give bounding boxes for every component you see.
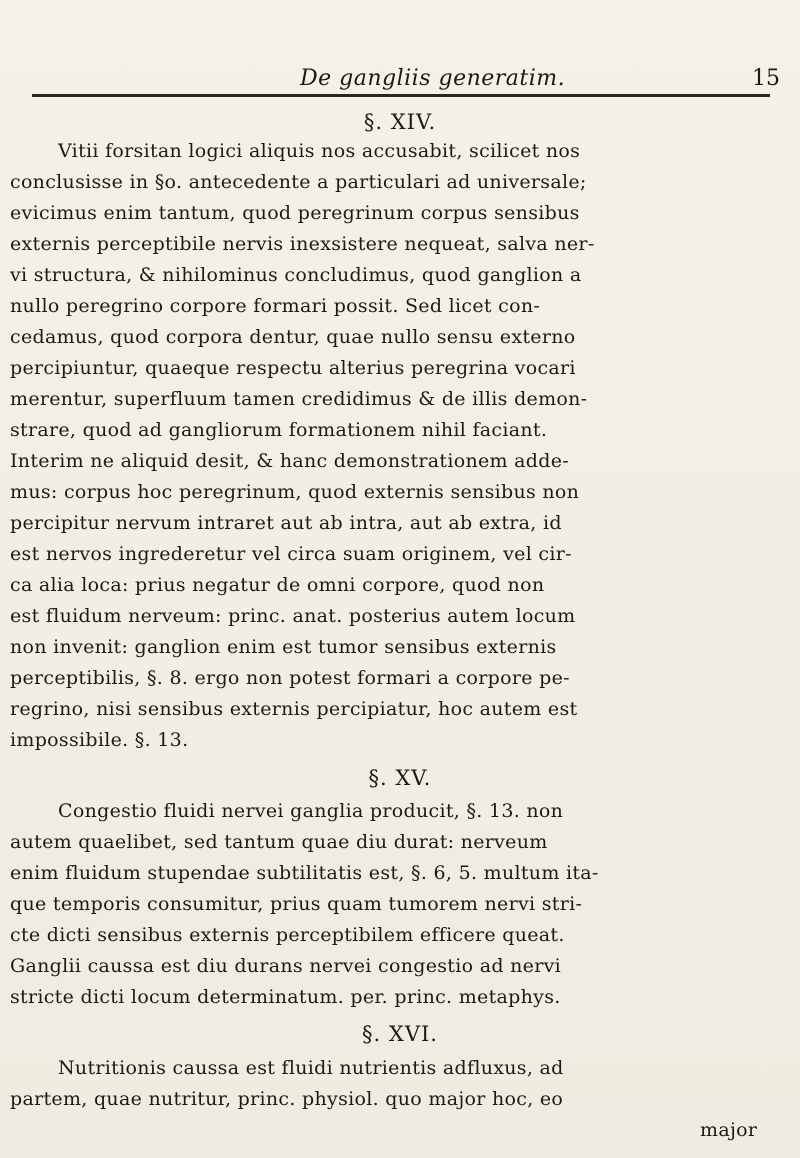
section-heading: §. XVI. <box>362 1022 438 1046</box>
text-line: enim fluidum stupendae subtilitatis est, §. 6, 5. multum ita- <box>10 862 599 884</box>
text-line: externis perceptibile nervis inexsistere nequeat, salva ner- <box>10 233 595 255</box>
text-line: impossibile. §. 13. <box>10 729 189 751</box>
text-line: est fluidum nerveum: princ. anat. posterius autem locum <box>10 605 576 627</box>
page-number: 15 <box>752 66 780 91</box>
text-line: autem quaelibet, sed tantum quae diu durat: nerveum <box>10 831 548 853</box>
text-line: evicimus enim tantum, quod peregrinum corpus sensibus <box>10 202 580 224</box>
text-line: cedamus, quod corpora dentur, quae nullo sensu externo <box>10 326 576 348</box>
text-line: Congestio fluidi nervei ganglia producit, §. 13. non <box>58 800 564 822</box>
text-line: merentur, superfluum tamen credidimus & de illis demon- <box>10 388 588 410</box>
text-line: conclusisse in §o. antecedente a particulari ad universale; <box>10 171 587 193</box>
text-line: mus: corpus hoc peregrinum, quod externis sensibus non <box>10 481 580 503</box>
text-line: partem, quae nutritur, princ. physiol. quo major hoc, eo <box>10 1088 564 1110</box>
text-line: est nervos ingrederetur vel circa suam originem, vel cir- <box>10 543 572 565</box>
running-title: De gangliis generatim. <box>300 66 566 91</box>
text-line: vi structura, & nihilominus concludimus, quod ganglion a <box>10 264 582 286</box>
text-line: que temporis consumitur, prius quam tumorem nervi stri- <box>10 893 583 915</box>
catchword: major <box>700 1119 758 1141</box>
section-heading: §. XIV. <box>363 110 437 134</box>
text-line: stricte dicti locum determinatum. per. princ. metaphys. <box>10 986 561 1008</box>
text-line: Interim ne aliquid desit, & hanc demonstrationem adde- <box>10 450 569 472</box>
text-line: strare, quod ad gangliorum formationem nihil faciant. <box>10 419 548 441</box>
text-line: non invenit: ganglion enim est tumor sensibus externis <box>10 636 557 658</box>
text-line: percipitur nervum intraret aut ab intra, aut ab extra, id <box>10 512 562 534</box>
text-line: Nutritionis caussa est fluidi nutrientis adfluxus, ad <box>58 1057 564 1079</box>
text-line: ca alia loca: prius negatur de omni corpore, quod non <box>10 574 545 596</box>
text-line: nullo peregrino corpore formari possit. Sed licet con- <box>10 295 541 317</box>
text-line: Ganglii caussa est diu durans nervei congestio ad nervi <box>10 955 561 977</box>
text-line: regrino, nisi sensibus externis percipiatur, hoc autem est <box>10 698 578 720</box>
text-line: cte dicti sensibus externis perceptibilem efficere queat. <box>10 924 565 946</box>
section-heading: §. XV. <box>368 766 432 790</box>
text-line: Vitii forsitan logici aliquis nos accusabit, scilicet nos <box>58 140 581 162</box>
text-line: perceptibilis, §. 8. ergo non potest formari a corpore pe- <box>10 667 570 689</box>
text-line: percipiuntur, quaeque respectu alterius peregrina vocari <box>10 357 576 379</box>
